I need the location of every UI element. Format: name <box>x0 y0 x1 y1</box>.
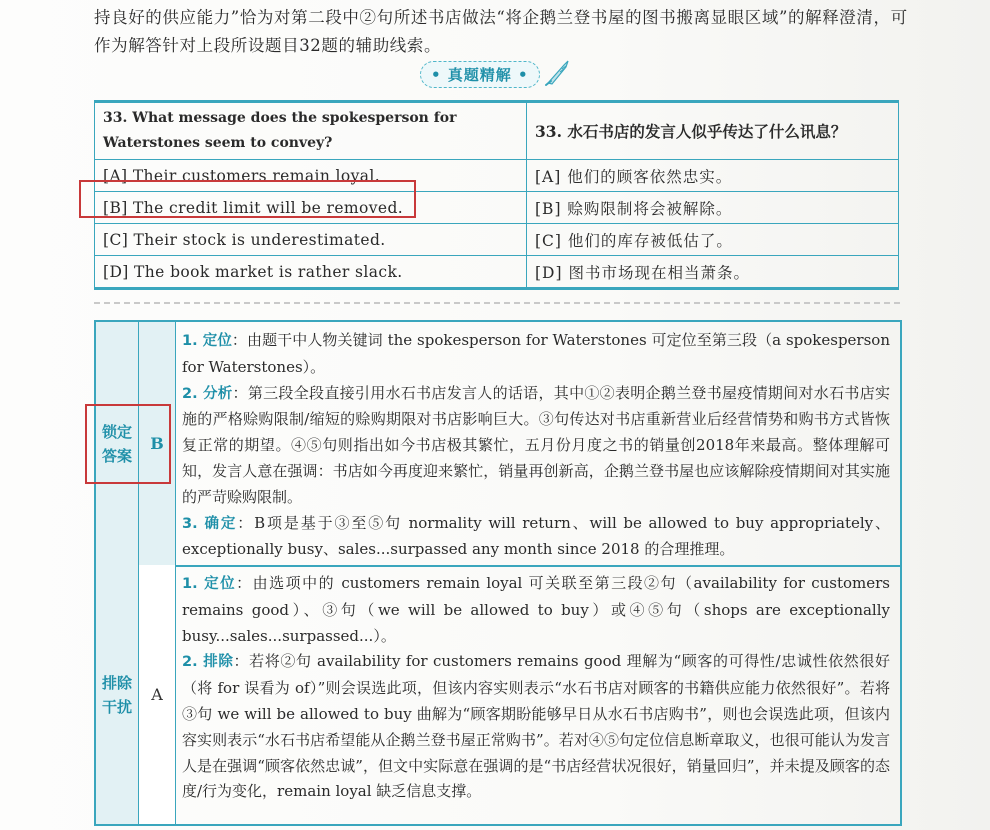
option-b-en: [B] The credit limit will be removed. <box>95 192 527 224</box>
question-en-title: 33. What message does the spokesperson for Waterstones seem to convey? <box>95 102 527 160</box>
highlight-box-lock-answer <box>85 404 171 484</box>
intro-paragraph: 持良好的供应能力”恰为对第二段中②句所述书店做法“将企鹅兰登书屋的图书搬离显眼区域”的解释澄清，可作为解答针对上段所设题目32题的辅助线索。 <box>94 8 908 55</box>
eliminate-label-cell <box>96 565 139 824</box>
item-text: ：B项是基于③至⑤句 normality will return、will be allowed to buy appropriately、exceptionally busy、sales...surpassed any month since 2018 的合理推理。 <box>182 513 890 559</box>
option-b-zh: [B] 赊购限制将会被解除。 <box>527 192 899 224</box>
section-title-label: • 真题精解 • <box>420 61 540 88</box>
item-keyword: 2. 分析 <box>182 385 233 402</box>
lock-answer-item <box>182 328 890 381</box>
analysis-table <box>94 320 902 826</box>
brush-icon <box>542 57 572 91</box>
option-a-en: [A] Their customers remain loyal. <box>95 160 527 192</box>
eliminate-item <box>182 571 890 649</box>
lock-answer-letter: B <box>139 322 176 565</box>
item-keyword: 2. 排除 <box>182 654 234 671</box>
section-divider <box>94 302 900 304</box>
item-text: ：由题干中人物关键词 the spokesperson for Waterstones 可定位至第三段（a spokesperson for Waterstones）。 <box>182 331 890 376</box>
section-title <box>420 60 572 88</box>
eliminate-row <box>96 565 900 824</box>
lock-answer-label: 锁定答案 <box>101 422 132 465</box>
highlight-box-option-b <box>79 180 416 218</box>
eliminate-label: 排除干扰 <box>101 673 132 716</box>
option-row-c <box>95 224 899 256</box>
option-a-zh: [A] 他们的顾客依然忠实。 <box>527 160 899 192</box>
item-text: ：由选项中的 customers remain loyal 可关联至第三段②句（availability for customers remains good）、③句（we will be allowed to buy）或④⑤句（shops are exceptionally busy...sales...surpassed...）。 <box>182 574 890 645</box>
option-d-zh: [D] 图书市场现在相当萧条。 <box>527 256 899 289</box>
item-keyword: 1. 定位 <box>182 333 232 349</box>
item-keyword: 1. 定位 <box>182 576 237 592</box>
lock-answer-explanation <box>182 328 890 563</box>
option-row-d <box>95 256 899 289</box>
question-header-row <box>95 102 899 160</box>
option-c-zh: [C] 他们的库存被低估了。 <box>527 224 899 256</box>
eliminate-explanation <box>182 571 890 805</box>
lock-answer-item <box>182 381 890 511</box>
lock-answer-row <box>96 322 900 567</box>
lock-answer-item <box>182 511 890 564</box>
item-text: ：若将②句 availability for customers remains good 理解为“顾客的可得性/忠诚性依然很好（将 for 误看为 of）”则会误选此项，但该内容实则表示“水石书店对顾客的书籍供应能力依然很好”。若将③句 we will be allowed to buy 曲解为“顾客期盼能够早日从水石书店购书”，则也会误选此项，但该内容实则表示“水石书店希望能从企鹅兰登书屋正常购书”。若对④⑤句定位信息断章取义，也很可能认为发言人是在强调“顾客依然忠诚”，但文中实际意在强调的是“书店经营状况很好，销量回归”，并未提及顾客的态度/行为变化，remain loyal 缺乏信息支撑。 <box>182 652 890 801</box>
question-zh-title: 33. 水石书店的发言人似乎传达了什么讯息？ <box>527 102 899 160</box>
item-keyword: 3. 确定 <box>182 515 238 532</box>
eliminate-letter: A <box>139 565 176 824</box>
option-d-en: [D] The book market is rather slack. <box>95 256 527 289</box>
option-c-en: [C] Their stock is underestimated. <box>95 224 527 256</box>
item-text: ：第三段全段直接引用水石书店发言人的话语，其中①②表明企鹅兰登书屋疫情期间对水石书店实施的严格赊购限制/缩短的赊购期限对书店影响巨大。③句传达对书店重新营业后经营情势和购书方式皆恢复正常的期望。④⑤句则指出如今书店极其繁忙，五月份月度之书的销量创2018年来最高。整体理解可知，发言人意在强调：书店如今再度迎来繁忙，销量再创新高，企鹅兰登书屋也应该解除疫情期间对其实施的严苛赊购限制。 <box>182 383 890 506</box>
eliminate-item <box>182 649 890 805</box>
